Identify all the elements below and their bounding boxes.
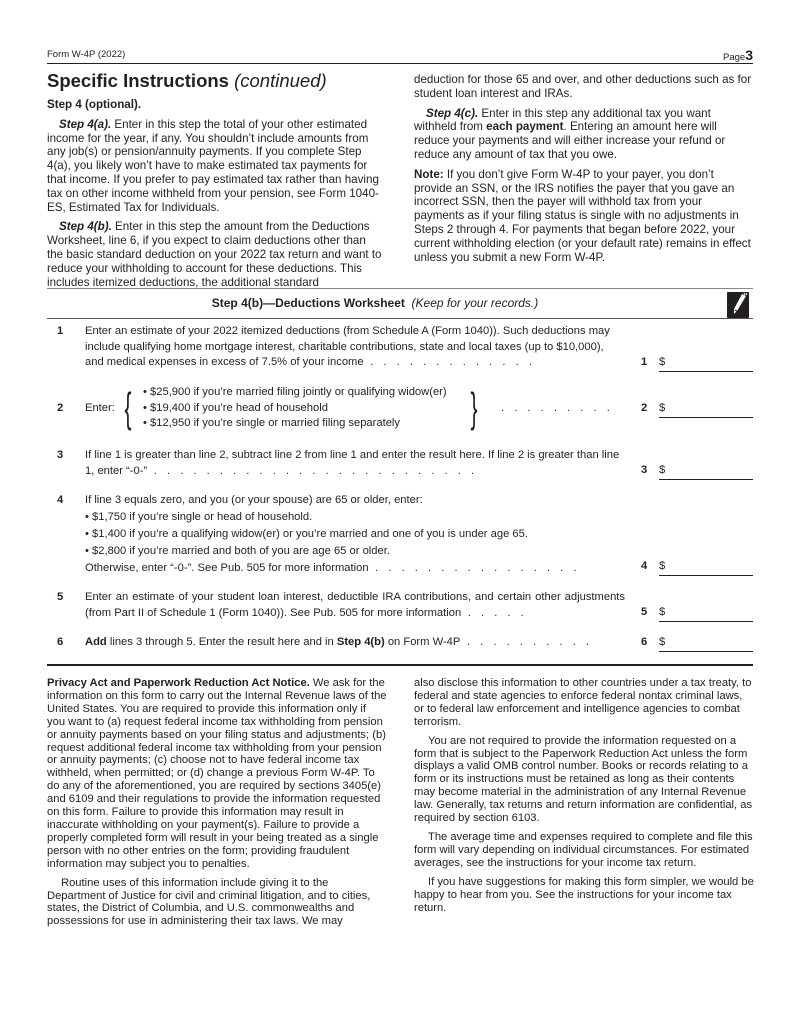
currency-symbol: $ (659, 402, 666, 414)
line-ref-number: 5 (641, 606, 648, 618)
line-2-label: Enter: (85, 402, 115, 414)
line-ref-number: 4 (641, 560, 648, 572)
currency-symbol: $ (659, 606, 666, 618)
pencil-icon (727, 292, 749, 318)
privacy-p1-text: We ask for the information on this form to carry out the Internal Revenue laws of the United States. You are required to provide this information only if you want to (a) request federal income tax withholding from pension or annuity payments based on your filing status and adjustments; (b) request additional federal income tax withholding from your pension or annuity payments; (c) choose not to have federal income tax withheld, when permitted; or (d) change a previous Form W-4P. To do any of the aforementioned, you are required by sections 3405(e) and 6109 and their regulations to provide the information requested on this form. Failure to provide this information may result in inaccurate withholding on your payment(s). Failure to provide a properly completed form will result in your being treated as a single person with no other entries on the form; providing fraudulent information may subject you to penalties. (47, 677, 387, 870)
instructions-left-column (47, 70, 385, 295)
privacy-paragraph-2: Routine uses of this information include giving it to the Department of Justice for civil and criminal litigation, and to cities, states, the District of Columbia, and U.S. commonwealths and possessions for use in administering their tax laws. We may (47, 876, 371, 928)
page-indicator (723, 47, 753, 63)
step4c-label: Step 4(c). (426, 106, 479, 120)
step4c-text-b: . Entering an amount here will reduce your payments and will either increase your refund or reduce any amount of tax that you owe. (414, 120, 726, 161)
line-2-options (143, 385, 447, 432)
line-ref-number: 2 (641, 402, 648, 414)
worksheet-title (47, 296, 703, 310)
line-2-amount-field[interactable] (659, 401, 753, 418)
line-6-amount-field[interactable] (659, 635, 753, 652)
privacy-right-column (414, 677, 754, 920)
line-3-text: If line 1 is greater than line 2, subtract line 2 from line 1 and enter the result here. If line 2 is greater than line 1, enter “-0-” (85, 449, 620, 477)
line-6-text-b: on Form W-4P (384, 636, 461, 648)
note-paragraph (414, 168, 754, 265)
line-number: 5 (57, 591, 64, 603)
line-number: 4 (57, 494, 64, 506)
worksheet-top-rule (47, 288, 753, 289)
privacy-paragraph-5: If you have suggestions for making this form simpler, we would be happy to hear from you. See the instructions for your income tax return. (414, 875, 754, 914)
option-mfj: • $25,900 if you’re married filing jointly or qualifying widow(er) (143, 386, 447, 398)
section-title-text: Specific Instructions (47, 70, 229, 91)
dot-leader: . . . . . . . . . (501, 402, 614, 414)
add-bold: Add (85, 636, 107, 648)
form-label: Form W-4P (2022) (47, 49, 126, 60)
step4c-paragraph (414, 107, 754, 162)
section-title-suffix: (continued) (234, 70, 327, 91)
line-text (85, 635, 625, 651)
note-label: Note: (414, 167, 444, 181)
line-ref-number: 3 (641, 464, 648, 476)
deductions-worksheet (47, 288, 753, 666)
dot-leader: . . . . . . . . . . . . . . . . (368, 562, 581, 574)
currency-symbol: $ (659, 636, 666, 648)
otherwise-text: Otherwise, enter “-0-”. See Pub. 505 for more information (85, 562, 369, 574)
page-label: Page (723, 52, 746, 63)
option-single: • $12,950 if you’re single or married filing separately (143, 417, 401, 429)
step4b-label: Step 4(b). (59, 220, 112, 234)
step4a-text: Enter in this step the total of your other estimated income for the year, if any. You shouldn’t include amounts from any job(s) or pension/annuity payments. If you complete Step 4(a), you likely won’t have to make estimated tax payments for that income. If you prefer to pay estimated tax rather than having tax on other income withheld from your pension, see Form 1040-ES, Estimated Tax for Individuals. (47, 117, 379, 214)
step4b-text: Enter in this step the amount from the Deductions Worksheet, line 6, if you expect to claim deductions other than the basic standard deduction on your 2022 tax return and want to reduce your withholding to account for these deductions. This includes itemized deductions, the additional standard (47, 220, 382, 289)
privacy-paragraph-4: The average time and expenses required to complete and file this form will vary depending on individual circumstances. For estimated averages, see the instructions for your income tax return. (414, 830, 753, 869)
line-5-amount-field[interactable] (659, 605, 753, 622)
line-text (85, 324, 625, 371)
step4a-label: Step 4(a). (59, 117, 112, 131)
privacy-paragraph-1 (47, 677, 387, 871)
step4b-continued: deduction for those 65 and over, and other deductions such as for student loan interest and IRAs. (414, 73, 752, 100)
privacy-heading: Privacy Act and Paperwork Reduction Act Notice. (47, 677, 310, 689)
instructions-right-column (414, 73, 754, 270)
step4b-paragraph (47, 220, 385, 289)
line-3-amount-field[interactable] (659, 463, 753, 480)
dot-leader: . . . . . . . . . . . . . . . . . . . . . . . . . (147, 464, 478, 477)
step4b-bold: Step 4(b) (336, 636, 385, 648)
step4c-bold: each payment (486, 120, 564, 134)
right-brace: } (470, 384, 478, 431)
line-ref-number: 6 (641, 636, 648, 648)
step4c-text-a: Enter in this step any additional tax you want withheld from (414, 106, 711, 134)
line-1-text: Enter an estimate of your 2022 itemized deductions (from Schedule A (Form 1040)). Such deductions may include qualifying home mortgage interest, charitable contributions, state and local taxes (up to $10,000), and medical expenses in excess of 7.5% of your income (85, 325, 610, 368)
option-widow-married-one: • $1,400 if you’re a qualifying widow(er) or you’re married and one of you is under age 65. (85, 528, 528, 540)
line-number: 3 (57, 449, 64, 461)
line-ref-number: 1 (641, 356, 648, 368)
step4a-paragraph (47, 118, 385, 215)
step4-heading: Step 4 (optional). (47, 98, 142, 111)
line-4-amount-field[interactable] (659, 559, 753, 576)
dot-leader: . . . . . . . . . . . . . (363, 356, 536, 368)
line-4-otherwise (85, 561, 625, 577)
page-header (47, 47, 753, 64)
line-1-amount-field[interactable] (659, 355, 753, 372)
section-title (47, 70, 385, 92)
line-number: 1 (57, 325, 64, 337)
page-number: 3 (745, 47, 753, 63)
worksheet-bottom-rule (47, 664, 753, 666)
currency-symbol: $ (659, 356, 666, 368)
line-number: 6 (57, 636, 64, 648)
currency-symbol: $ (659, 560, 666, 572)
left-brace: { (124, 384, 132, 431)
worksheet-title-italic: (Keep for your records.) (411, 296, 539, 310)
option-married-both: • $2,800 if you’re married and both of you are age 65 or older. (85, 545, 390, 557)
note-text: If you don’t give Form W-4P to your payer, you don’t provide an SSN, or the IRS notifies the payer that you gave an incorrect SSN, then the payer will withhold tax from your payments as if your filing status is single with no adjustments in Steps 2 through 4. For payments that began before 2022, your current withholding election (or your default rate) remains in effect unless you submit a new Form W-4P. (414, 167, 751, 264)
privacy-left-column (47, 677, 387, 934)
worksheet-title-bold: Step 4(b)—Deductions Worksheet (211, 296, 405, 310)
line-number: 2 (57, 402, 64, 414)
option-hoh: • $19,400 if you’re head of household (143, 401, 328, 414)
line-text (85, 448, 625, 479)
privacy-paragraph-3: You are not required to provide the information requested on a form that is subject to the Paperwork Reduction Act unless the form displays a valid OMB control number. Books or records relating to a form or its instructions must be retained as long as their contents may become material in the administration of any Internal Revenue law. Generally, tax returns and return information are confidential, as required by section 6103. (414, 734, 753, 825)
privacy-paragraph-2-cont: also disclose this information to other countries under a tax treaty, to federal and state agencies to enforce federal nontax criminal laws, or to federal law enforcement and intelligence agencies to combat terrorism. (414, 677, 752, 728)
line-text (85, 590, 625, 621)
line-text (85, 493, 625, 577)
line-6-text-a: lines 3 through 5. Enter the result here and in (106, 636, 337, 648)
dot-leader: . . . . . (461, 606, 528, 619)
currency-symbol: $ (659, 464, 666, 476)
line-5-text: Enter an estimate of your student loan interest, deductible IRA contributions, and certain other adjustments (from Part II of Schedule 1 (Form 1040)). See Pub. 505 for more information (85, 591, 625, 619)
worksheet-header-rule (47, 318, 753, 319)
dot-leader: . . . . . . . . . . (460, 636, 593, 648)
line-4-text: If line 3 equals zero, and you (or your spouse) are 65 or older, enter: (85, 494, 423, 506)
option-single-hoh: • $1,750 if you’re single or head of household. (85, 511, 313, 523)
